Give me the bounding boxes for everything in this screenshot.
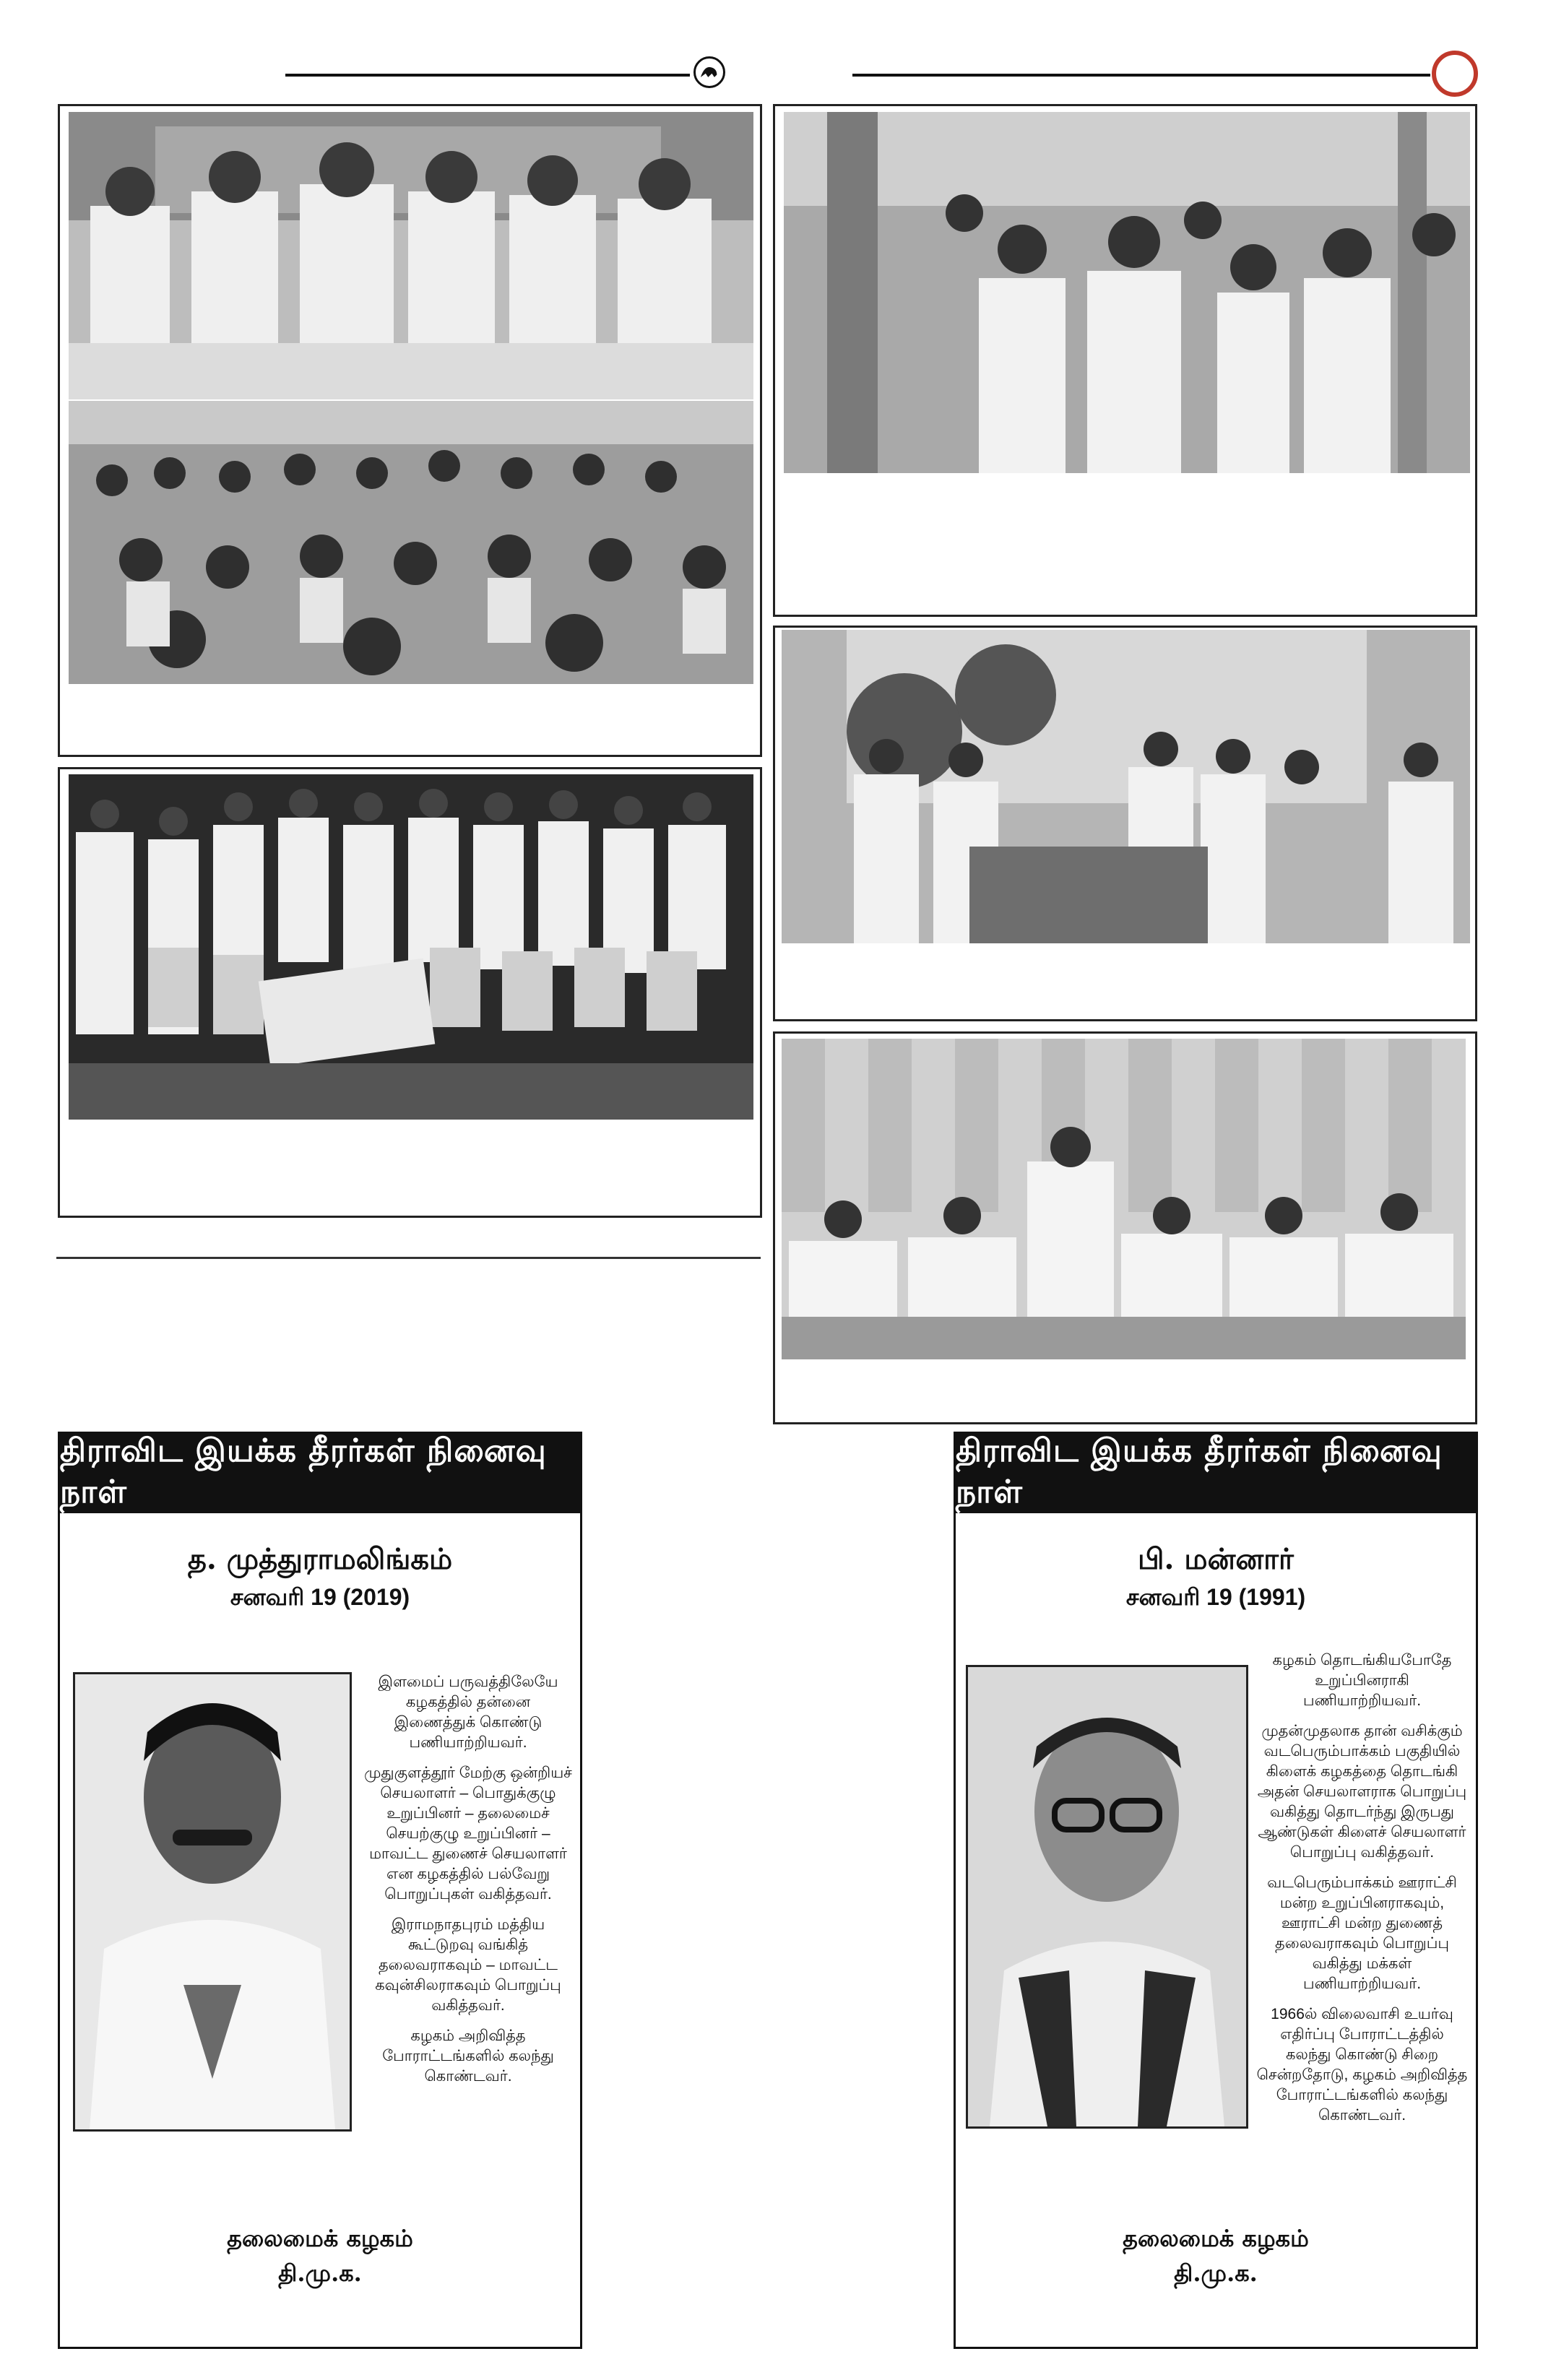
tribute-portrait: [966, 1665, 1248, 2129]
photo-meeting-audience: [69, 401, 753, 684]
tribute-bio: [1255, 1650, 1469, 2136]
photo-meeting-stage: [69, 112, 753, 399]
party-emblem-icon: [693, 56, 725, 88]
bio-paragraph: முதுகுளத்தூர் மேற்கு ஒன்றியச் செயலாளர் – பொதுக்குழு உறுப்பினர் – தலைமைச் செயற்குழு உறுப்பினர் – மாவட்ட துணைச் செயலாளர் என கழகத்தில் பல்வேறு பொறுப்புகள் வகித்தவர்.: [364, 1765, 572, 1903]
tribute-card-muthuramalingam: [58, 1432, 582, 2349]
tribute-name: த. முத்துராமலிங்கம்: [187, 1542, 453, 1576]
signature-line: தலைமைக் கழகம்: [1123, 2225, 1309, 2252]
photo-kabaddi-team: [69, 774, 753, 1120]
tribute-card-mannar: [954, 1432, 1478, 2349]
header-rule-left: [285, 74, 690, 77]
column-separator: [56, 1257, 761, 1259]
signature-line: தி.மு.க.: [1174, 2259, 1258, 2287]
tribute-date: சனவரி 19 (2019): [230, 1584, 410, 1610]
tribute-date: சனவரி 19 (1991): [1125, 1584, 1306, 1610]
bio-paragraph: கழகம் அறிவித்த போராட்டங்களில் கலந்து கொண்டவர்.: [382, 2028, 554, 2085]
header-rule-right: [852, 74, 1430, 77]
tribute-signature: [60, 2221, 580, 2290]
signature-line: தி.மு.க.: [278, 2259, 362, 2287]
bio-paragraph: கழகம் தொடங்கியபோதே உறுப்பினராகி பணியாற்றியவர்.: [1272, 1652, 1452, 1709]
tribute-banner: திராவிட இயக்க தீரர்கள் நினைவு நாள்: [60, 1434, 580, 1513]
circle-marker-icon: [1432, 51, 1478, 97]
photo-pongal-festival: [782, 630, 1470, 943]
bio-paragraph: இளமைப் பருவத்திலேயே கழகத்தில் தன்னை இணைத்துக் கொண்டு பணியாற்றியவர்.: [378, 1674, 558, 1751]
tribute-name: பி. மன்னார்: [1138, 1542, 1294, 1576]
tribute-banner: திராவிட இயக்க தீரர்கள் நினைவு நாள்: [956, 1434, 1476, 1513]
tribute-bio: [363, 1672, 573, 2097]
tribute-signature: [956, 2221, 1476, 2290]
tribute-portrait: [73, 1672, 352, 2132]
bio-paragraph: வடபெரும்பாக்கம் ஊராட்சி மன்ற உறுப்பினராகவும், ஊராட்சி மன்ற துணைத் தலைவராகவும் பொறுப்பு வகித்து மக்கள் பணியாற்றியவர்.: [1267, 1874, 1457, 1992]
photo-hall-speaker: [782, 1039, 1466, 1359]
signature-line: தலைமைக் கழகம்: [227, 2225, 413, 2252]
bio-paragraph: இராமநாதபுரம் மத்திய கூட்டுறவு வங்கித் தலைவராகவும் – மாவட்ட கவுன்சிலராகவும் பொறுப்பு வகித்தவர்.: [375, 1916, 561, 2014]
bio-paragraph: முதன்முதலாக தான் வசிக்கும் வடபெரும்பாக்கம் பகுதியில் கிளைக் கழகத்தை தொடங்கி அதன் செயலாளராக பொறுப்பு வகித்து தொடர்ந்து இருபது ஆண்டுகள் கிளைச் செயலாளர் பொறுப்பு வகித்தவர்.: [1257, 1723, 1467, 1861]
photo-street-distribution: [784, 112, 1470, 473]
bio-paragraph: 1966ல் விலைவாசி உயர்வு எதிர்ப்பு போராட்டத்தில் கலந்து கொண்டு சிறை சென்றதோடு, கழகம் அறிவித்த போராட்டங்களில் கலந்து கொண்டவர்.: [1256, 2006, 1468, 2124]
